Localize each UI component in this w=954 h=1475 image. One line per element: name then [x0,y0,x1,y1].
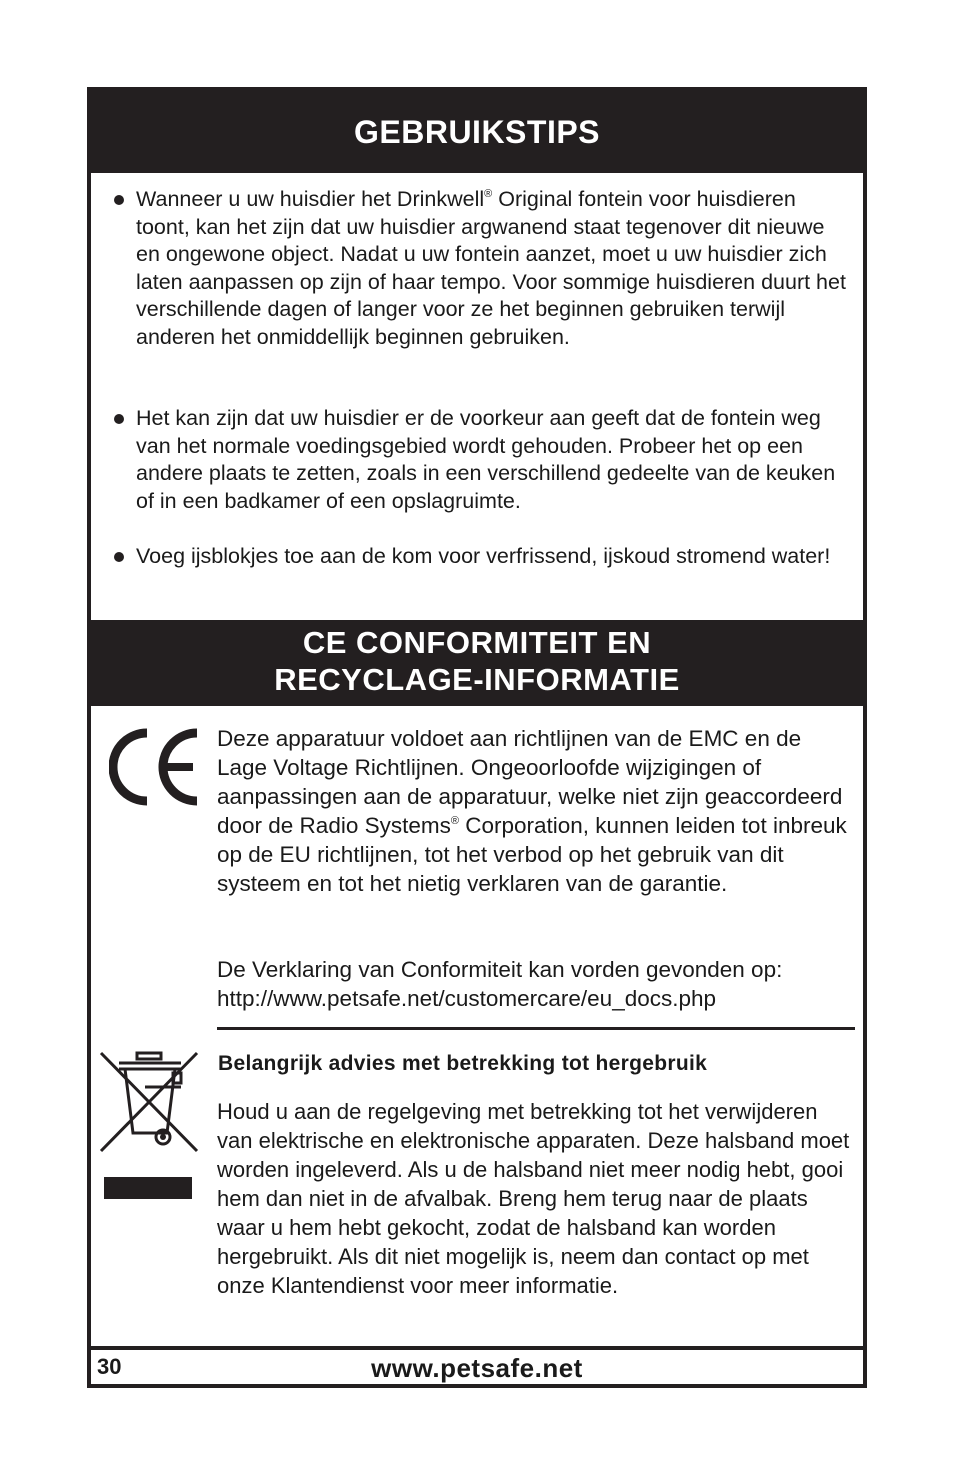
bullet-icon [114,552,124,562]
tip-item-2 [136,405,851,515]
website-link[interactable]: www.petsafe.net [371,1353,583,1383]
ce-paragraph [217,724,857,898]
page-frame [87,87,867,1388]
tip-3-text: Voeg ijsblokjes toe aan de kom voor verfrissend, ijskoud stromend water! [136,544,831,568]
tip-item-1 [136,186,851,351]
ce-title-line1: CE CONFORMITEIT EN [302,625,652,660]
conformity-link[interactable]: http://www.petsafe.net/customercare/eu_docs.php [217,986,717,1011]
bullet-icon [114,414,124,424]
tip-2-text: Het kan zijn dat uw huisdier er de voorkeur aan geeft dat de fontein weg van het normale voedingsgebied wordt gehouden. Probeer het op een andere plaats te zetten, zoals in een verschillend gedeelte van de keuken of in een badkamer of een opslagruimte. [136,406,836,513]
page-number: 30 [97,1354,122,1379]
conformity-paragraph [217,955,857,1013]
footer-divider [91,1346,863,1350]
ce-header [91,620,863,706]
weee-bar [104,1177,192,1199]
divider [217,1027,855,1030]
tips-title: GEBRUIKSTIPS [353,114,601,150]
recycle-paragraph [217,1097,859,1300]
registered-mark: ® [484,188,493,200]
crossed-out-wheelie-bin-icon [97,1049,201,1155]
ce-mark-icon [109,727,201,807]
recycle-heading: Belangrijk advies met betrekking tot hergebruik [218,1052,708,1075]
tip-1-text-end: Original fontein voor huisdieren toont, kan het zijn dat uw huisdier argwanend staat tegenover dit nieuwe en ongewone object. Nadat u uw fontein aanzet, moet u uw huisdier zich laten aanpassen op zijn of haar tempo. Voor sommige huisdieren duurt het verschillende dagen of langer voor ze het beginnen gebruiken terwijl anderen het onmiddellijk beginnen gebruiken. [136,187,846,349]
conformity-text: De Verklaring van Conformiteit kan vorden gevonden op: [217,957,783,982]
ce-title-line2: RECYCLAGE-INFORMATIE [274,662,680,697]
tip-item-3 [136,543,851,571]
bullet-icon [114,195,124,205]
registered-mark: ® [450,815,459,827]
ce-text-start: Deze apparatuur voldoet aan richtlijnen van de EMC en de Lage Voltage Richtlijnen. Ongeoorloofde wijzigingen of aanpassingen aan de apparatuur, welke niet zijn geaccordeerd door de Radio Systems [217,726,843,838]
tips-header [91,91,863,173]
ce-text-end: Corporation, kunnen leiden tot inbreuk op de EU richtlijnen, tot het verbod op het gebruik van dit systeem en tot het nietig verklaren van de garantie. [217,813,847,896]
tip-1-text-start: Wanneer u uw huisdier het Drinkwell [136,187,485,211]
recycle-text: Houd u aan de regelgeving met betrekking tot het verwijderen van elektrische en elektronische apparaten. Deze halsband moet worden ingeleverd. Als u de halsband niet meer nodig hebt, gooi hem dan niet in de afvalbak. Breng hem terug naar de plaats waar u hem hebt gekocht, zodat de halsband kan worden hergebruikt. Als dit niet mogelijk is, neem dan contact op met onze Klantendienst voor meer informatie. [217,1099,850,1298]
